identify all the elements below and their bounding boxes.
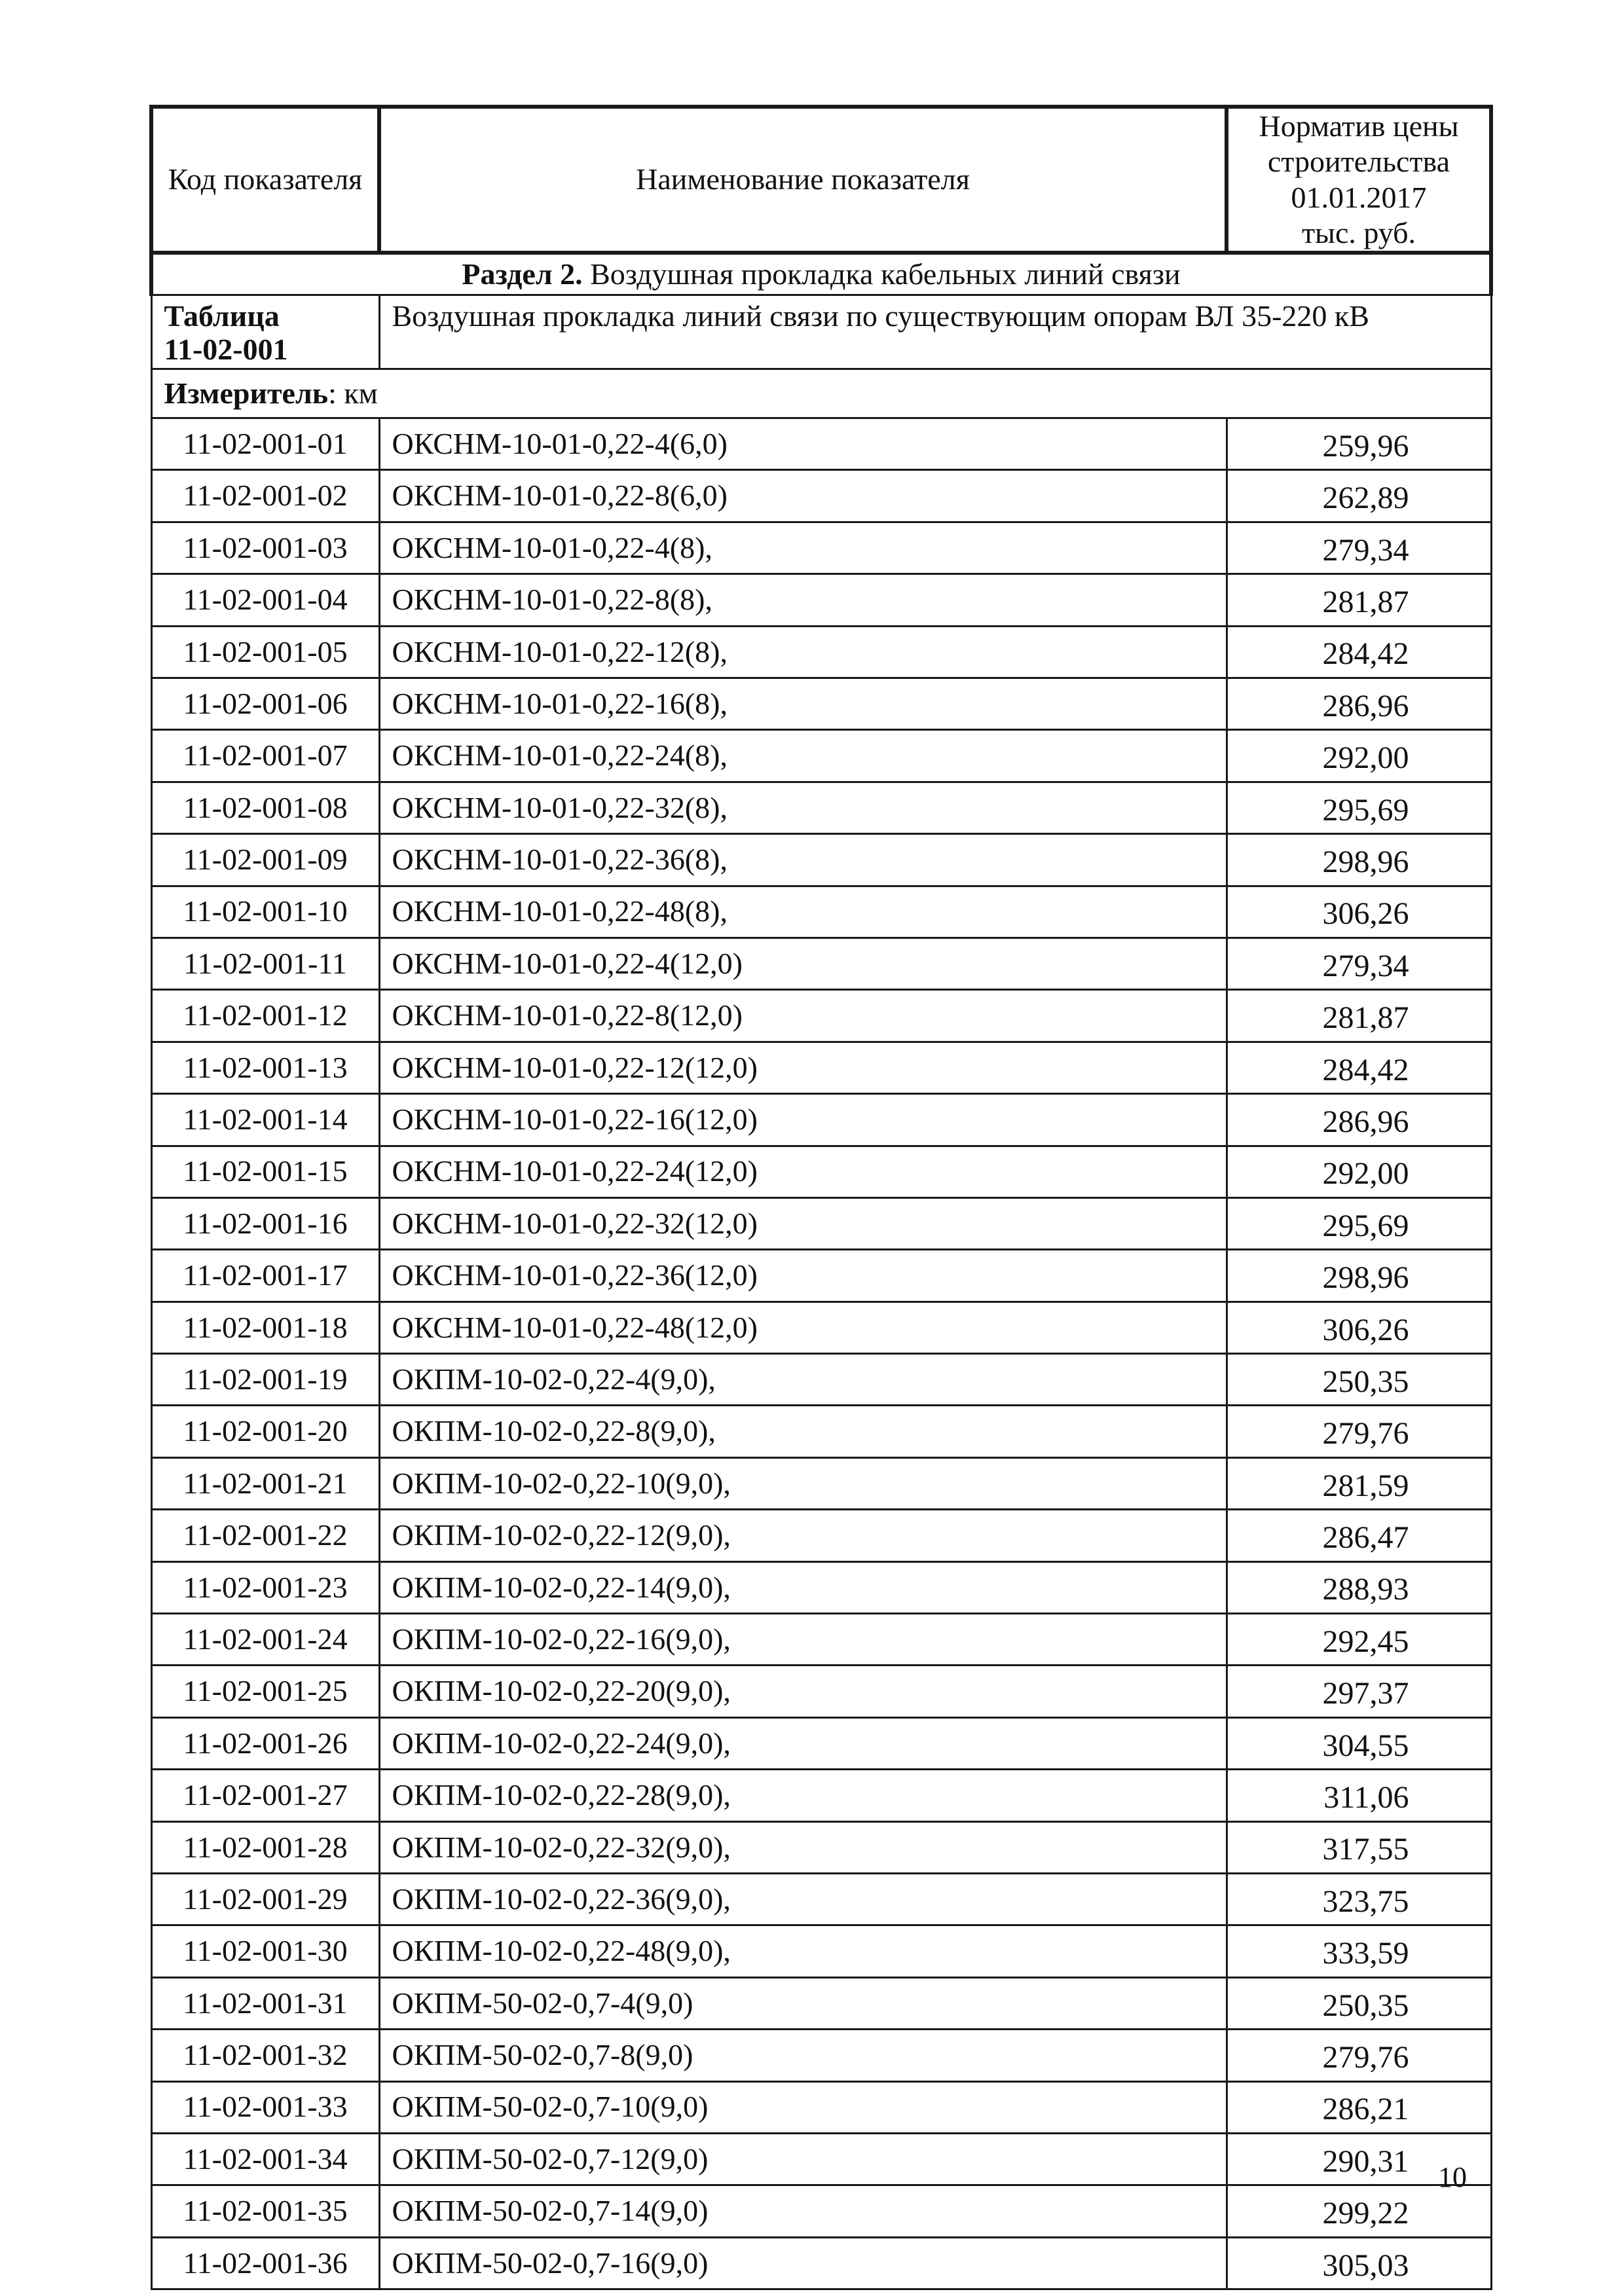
row-code: 11-02-001-13	[151, 1042, 379, 1093]
table-row	[151, 1977, 1491, 2029]
row-name: ОКСНМ-10-01-0,22-36(12,0)	[379, 1250, 1227, 1302]
row-name: ОКСНМ-10-01-0,22-32(12,0)	[379, 1197, 1227, 1249]
price-norm-table	[149, 105, 1493, 2290]
row-name: ОКСНМ-10-01-0,22-12(12,0)	[379, 1042, 1227, 1093]
row-code: 11-02-001-04	[151, 574, 379, 626]
row-name: ОКСНМ-10-01-0,22-36(8),	[379, 834, 1227, 886]
table-label: Таблица	[164, 299, 280, 333]
section-prefix: Раздел 2.	[462, 257, 583, 291]
table-row	[151, 730, 1491, 782]
table-row	[151, 1770, 1491, 1821]
row-code: 11-02-001-30	[151, 1925, 379, 1977]
section-title	[151, 253, 1491, 295]
table-row	[151, 574, 1491, 626]
row-name: ОКПМ-50-02-0,7-16(9,0)	[379, 2237, 1227, 2289]
table-row	[151, 522, 1491, 574]
row-name: ОКСНМ-10-01-0,22-4(12,0)	[379, 938, 1227, 989]
table-row	[151, 1197, 1491, 1249]
row-name: ОКПМ-10-02-0,22-4(9,0),	[379, 1354, 1227, 1406]
row-code: 11-02-001-26	[151, 1717, 379, 1769]
row-code: 11-02-001-17	[151, 1250, 379, 1302]
row-value: 259,96	[1227, 418, 1491, 470]
row-code: 11-02-001-21	[151, 1457, 379, 1509]
table-row	[151, 1250, 1491, 1302]
row-code: 11-02-001-10	[151, 886, 379, 938]
row-value: 292,45	[1227, 1614, 1491, 1666]
row-code: 11-02-001-05	[151, 626, 379, 678]
row-value: 279,34	[1227, 522, 1491, 574]
row-code: 11-02-001-07	[151, 730, 379, 782]
row-name: ОКПМ-50-02-0,7-14(9,0)	[379, 2185, 1227, 2237]
table-row	[151, 1561, 1491, 1613]
table-row	[151, 1302, 1491, 1353]
table-row	[151, 990, 1491, 1042]
header-norm-line1: Норматив цены	[1259, 109, 1459, 143]
row-name: ОКСНМ-10-01-0,22-24(12,0)	[379, 1146, 1227, 1197]
row-name: ОКСНМ-10-01-0,22-12(8),	[379, 626, 1227, 678]
row-code: 11-02-001-20	[151, 1406, 379, 1457]
table-row	[151, 2081, 1491, 2133]
row-name: ОКСНМ-10-01-0,22-48(12,0)	[379, 1302, 1227, 1353]
row-value: 295,69	[1227, 1197, 1491, 1249]
table-row	[151, 1354, 1491, 1406]
table-row	[151, 1457, 1491, 1509]
header-code: Код показателя	[151, 107, 379, 253]
table-row	[151, 2237, 1491, 2289]
header-norm-line2: строительства	[1267, 145, 1450, 179]
row-name: ОКПМ-10-02-0,22-36(9,0),	[379, 1874, 1227, 1925]
row-code: 11-02-001-11	[151, 938, 379, 989]
row-code: 11-02-001-32	[151, 2030, 379, 2081]
measure-row	[151, 369, 1491, 418]
row-name: ОКПМ-10-02-0,22-16(9,0),	[379, 1614, 1227, 1666]
table-row	[151, 1510, 1491, 1561]
row-code: 11-02-001-14	[151, 1094, 379, 1146]
row-value: 305,03	[1227, 2237, 1491, 2289]
row-name: ОКСНМ-10-01-0,22-32(8),	[379, 782, 1227, 833]
table-row	[151, 938, 1491, 989]
row-code: 11-02-001-19	[151, 1354, 379, 1406]
measure-label: Измеритель	[164, 376, 329, 410]
table-row	[151, 782, 1491, 833]
row-code: 11-02-001-27	[151, 1770, 379, 1821]
header-norm-line3: 01.01.2017	[1291, 180, 1427, 214]
row-code: 11-02-001-35	[151, 2185, 379, 2237]
row-name: ОКПМ-10-02-0,22-24(9,0),	[379, 1717, 1227, 1769]
table-row	[151, 2133, 1491, 2185]
row-code: 11-02-001-12	[151, 990, 379, 1042]
row-value: 286,96	[1227, 1094, 1491, 1146]
row-name: ОКПМ-10-02-0,22-48(9,0),	[379, 1925, 1227, 1977]
row-code: 11-02-001-31	[151, 1977, 379, 2029]
row-name: ОКСНМ-10-01-0,22-8(6,0)	[379, 470, 1227, 522]
row-name: ОКПМ-50-02-0,7-8(9,0)	[379, 2030, 1227, 2081]
table-row	[151, 1874, 1491, 1925]
row-value: 304,55	[1227, 1717, 1491, 1769]
table-row	[151, 1146, 1491, 1197]
row-value: 323,75	[1227, 1874, 1491, 1925]
table-row	[151, 1614, 1491, 1666]
table-row	[151, 2185, 1491, 2237]
row-value: 286,96	[1227, 678, 1491, 730]
row-value: 298,96	[1227, 1250, 1491, 1302]
table-row	[151, 626, 1491, 678]
row-code: 11-02-001-25	[151, 1666, 379, 1717]
row-code: 11-02-001-33	[151, 2081, 379, 2133]
measure-cell	[151, 369, 1491, 418]
row-name: ОКСНМ-10-01-0,22-8(8),	[379, 574, 1227, 626]
row-name: ОКПМ-10-02-0,22-32(9,0),	[379, 1821, 1227, 1873]
row-value: 281,87	[1227, 574, 1491, 626]
table-row	[151, 1406, 1491, 1457]
section-row	[151, 253, 1491, 295]
page-number: 10	[1438, 2161, 1467, 2193]
row-code: 11-02-001-09	[151, 834, 379, 886]
table-row	[151, 1821, 1491, 1873]
row-value: 279,76	[1227, 1406, 1491, 1457]
table-row	[151, 2030, 1491, 2081]
row-value: 250,35	[1227, 1354, 1491, 1406]
row-name: ОКСНМ-10-01-0,22-48(8),	[379, 886, 1227, 938]
row-code: 11-02-001-08	[151, 782, 379, 833]
row-name: ОКПМ-10-02-0,22-14(9,0),	[379, 1561, 1227, 1613]
row-code: 11-02-001-16	[151, 1197, 379, 1249]
table-row	[151, 1925, 1491, 1977]
row-code: 11-02-001-34	[151, 2133, 379, 2185]
table-row	[151, 1042, 1491, 1093]
row-value: 333,59	[1227, 1925, 1491, 1977]
row-name: ОКПМ-50-02-0,7-10(9,0)	[379, 2081, 1227, 2133]
row-code: 11-02-001-28	[151, 1821, 379, 1873]
measure-unit: : км	[328, 376, 378, 410]
header-norm	[1227, 107, 1491, 253]
row-name: ОКСНМ-10-01-0,22-16(8),	[379, 678, 1227, 730]
header-name: Наименование показателя	[379, 107, 1227, 253]
table-block-row	[151, 295, 1491, 369]
table-row	[151, 418, 1491, 470]
table-body	[151, 107, 1491, 2289]
table-code: 11-02-001	[164, 332, 288, 366]
table-row	[151, 834, 1491, 886]
row-value: 299,22	[1227, 2185, 1491, 2237]
row-code: 11-02-001-15	[151, 1146, 379, 1197]
section-name: Воздушная прокладка кабельных линий связи	[590, 257, 1181, 291]
row-value: 288,93	[1227, 1561, 1491, 1613]
row-name: ОКПМ-50-02-0,7-12(9,0)	[379, 2133, 1227, 2185]
row-value: 295,69	[1227, 782, 1491, 833]
row-code: 11-02-001-24	[151, 1614, 379, 1666]
row-code: 11-02-001-01	[151, 418, 379, 470]
row-code: 11-02-001-36	[151, 2237, 379, 2289]
row-value: 284,42	[1227, 626, 1491, 678]
row-value: 279,34	[1227, 938, 1491, 989]
header-row	[151, 107, 1491, 253]
table-row	[151, 1666, 1491, 1717]
table-row	[151, 470, 1491, 522]
row-code: 11-02-001-18	[151, 1302, 379, 1353]
row-name: ОКСНМ-10-01-0,22-4(8),	[379, 522, 1227, 574]
table-row	[151, 886, 1491, 938]
table-description: Воздушная прокладка линий связи по существующим опорам ВЛ 35-220 кВ	[379, 295, 1491, 369]
row-value: 286,47	[1227, 1510, 1491, 1561]
row-value: 281,59	[1227, 1457, 1491, 1509]
table-row	[151, 1717, 1491, 1769]
row-name: ОКПМ-10-02-0,22-20(9,0),	[379, 1666, 1227, 1717]
row-value: 290,31	[1227, 2133, 1491, 2185]
row-name: ОКСНМ-10-01-0,22-4(6,0)	[379, 418, 1227, 470]
row-value: 306,26	[1227, 1302, 1491, 1353]
row-value: 292,00	[1227, 730, 1491, 782]
row-code: 11-02-001-02	[151, 470, 379, 522]
row-name: ОКСНМ-10-01-0,22-16(12,0)	[379, 1094, 1227, 1146]
row-name: ОКПМ-10-02-0,22-12(9,0),	[379, 1510, 1227, 1561]
row-name: ОКПМ-50-02-0,7-4(9,0)	[379, 1977, 1227, 2029]
row-value: 262,89	[1227, 470, 1491, 522]
row-value: 284,42	[1227, 1042, 1491, 1093]
row-name: ОКСНМ-10-01-0,22-8(12,0)	[379, 990, 1227, 1042]
row-value: 279,76	[1227, 2030, 1491, 2081]
row-value: 306,26	[1227, 886, 1491, 938]
row-name: ОКСНМ-10-01-0,22-24(8),	[379, 730, 1227, 782]
table-row	[151, 678, 1491, 730]
row-code: 11-02-001-23	[151, 1561, 379, 1613]
row-value: 298,96	[1227, 834, 1491, 886]
row-value: 281,87	[1227, 990, 1491, 1042]
row-value: 317,55	[1227, 1821, 1491, 1873]
row-value: 286,21	[1227, 2081, 1491, 2133]
header-norm-line4: тыс. руб.	[1301, 215, 1416, 249]
row-code: 11-02-001-06	[151, 678, 379, 730]
row-code: 11-02-001-03	[151, 522, 379, 574]
row-value: 250,35	[1227, 1977, 1491, 2029]
row-value: 297,37	[1227, 1666, 1491, 1717]
row-code: 11-02-001-29	[151, 1874, 379, 1925]
table-block-label	[151, 295, 379, 369]
row-value: 292,00	[1227, 1146, 1491, 1197]
row-name: ОКПМ-10-02-0,22-8(9,0),	[379, 1406, 1227, 1457]
row-name: ОКПМ-10-02-0,22-10(9,0),	[379, 1457, 1227, 1509]
row-value: 311,06	[1227, 1770, 1491, 1821]
row-code: 11-02-001-22	[151, 1510, 379, 1561]
table-row	[151, 1094, 1491, 1146]
row-name: ОКПМ-10-02-0,22-28(9,0),	[379, 1770, 1227, 1821]
